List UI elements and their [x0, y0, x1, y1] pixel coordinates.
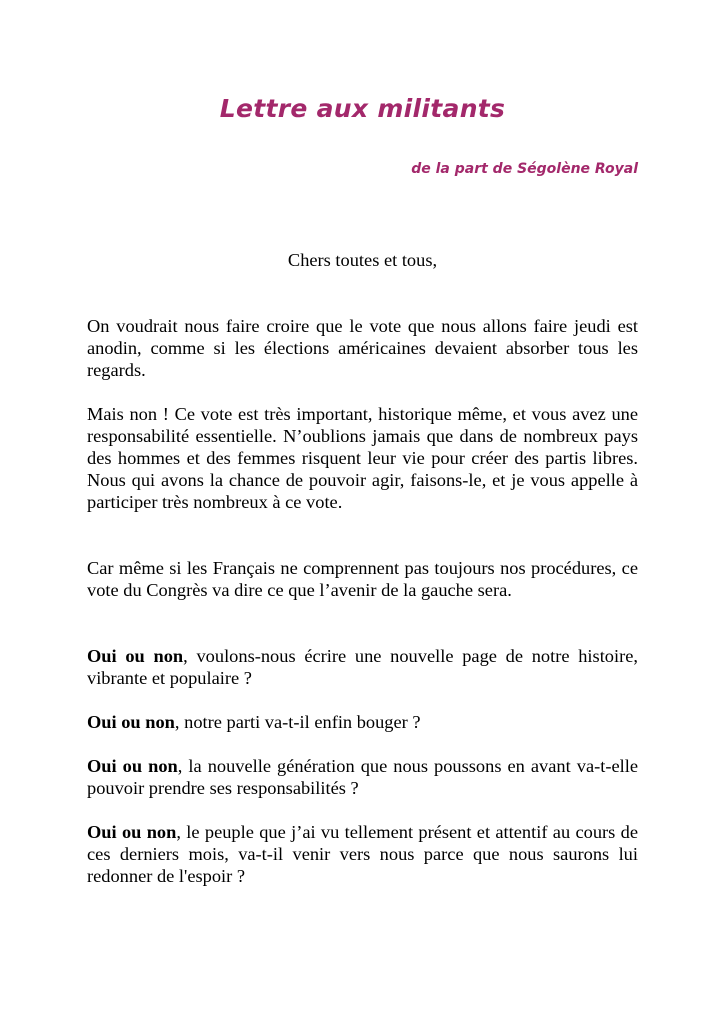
question-paragraph-3: [87, 755, 638, 799]
question-paragraph-2: [87, 711, 638, 733]
question-text-2: , notre parti va-t-il enfin bouger ?: [174, 712, 421, 732]
oui-ou-non-label: Oui ou non: [87, 822, 177, 842]
question-text-3: , la nouvelle génération que nous poussons en avant va-t-elle pouvoir prendre ses responsabilités ?: [87, 756, 639, 798]
paragraph-1: On voudrait nous faire croire que le vote que nous allons faire jeudi est anodin, comme si les élections américaines devaient absorber tous les regards.: [87, 316, 638, 380]
salutation: Chers toutes et tous,: [287, 250, 438, 270]
paragraph-3: Car même si les Français ne comprennent pas toujours nos procédures, ce vote du Congrès va dire ce que l’avenir de la gauche sera.: [87, 558, 638, 600]
oui-ou-non-label: Oui ou non: [87, 646, 184, 666]
question-text-1: , voulons-nous écrire une nouvelle page de notre histoire, vibrante et populaire ?: [87, 646, 638, 688]
oui-ou-non-label: Oui ou non: [87, 712, 175, 732]
letter-title: Lettre aux militants: [219, 94, 506, 123]
letter-subtitle: de la part de Ségolène Royal: [411, 161, 638, 177]
oui-ou-non-label: Oui ou non: [87, 756, 178, 776]
paragraph-2: Mais non ! Ce vote est très important, historique même, et vous avez une responsabilité essentielle. N’oublions jamais que dans de nombreux pays des hommes et des femmes risquent leur vie pour créer des partis libres. Nous qui avons la chance de pouvoir agir, faisons-le, et je vous appelle à participer très nombreux à ce vote.: [87, 404, 638, 512]
question-paragraph-4: [87, 821, 638, 887]
question-paragraph-1: [87, 645, 638, 689]
question-text-4: , le peuple que j’ai vu tellement présent et attentif au cours de ces derniers mois, va-t-il venir vers nous parce que nous saurons lui redonner de l'espoir ?: [87, 822, 638, 886]
